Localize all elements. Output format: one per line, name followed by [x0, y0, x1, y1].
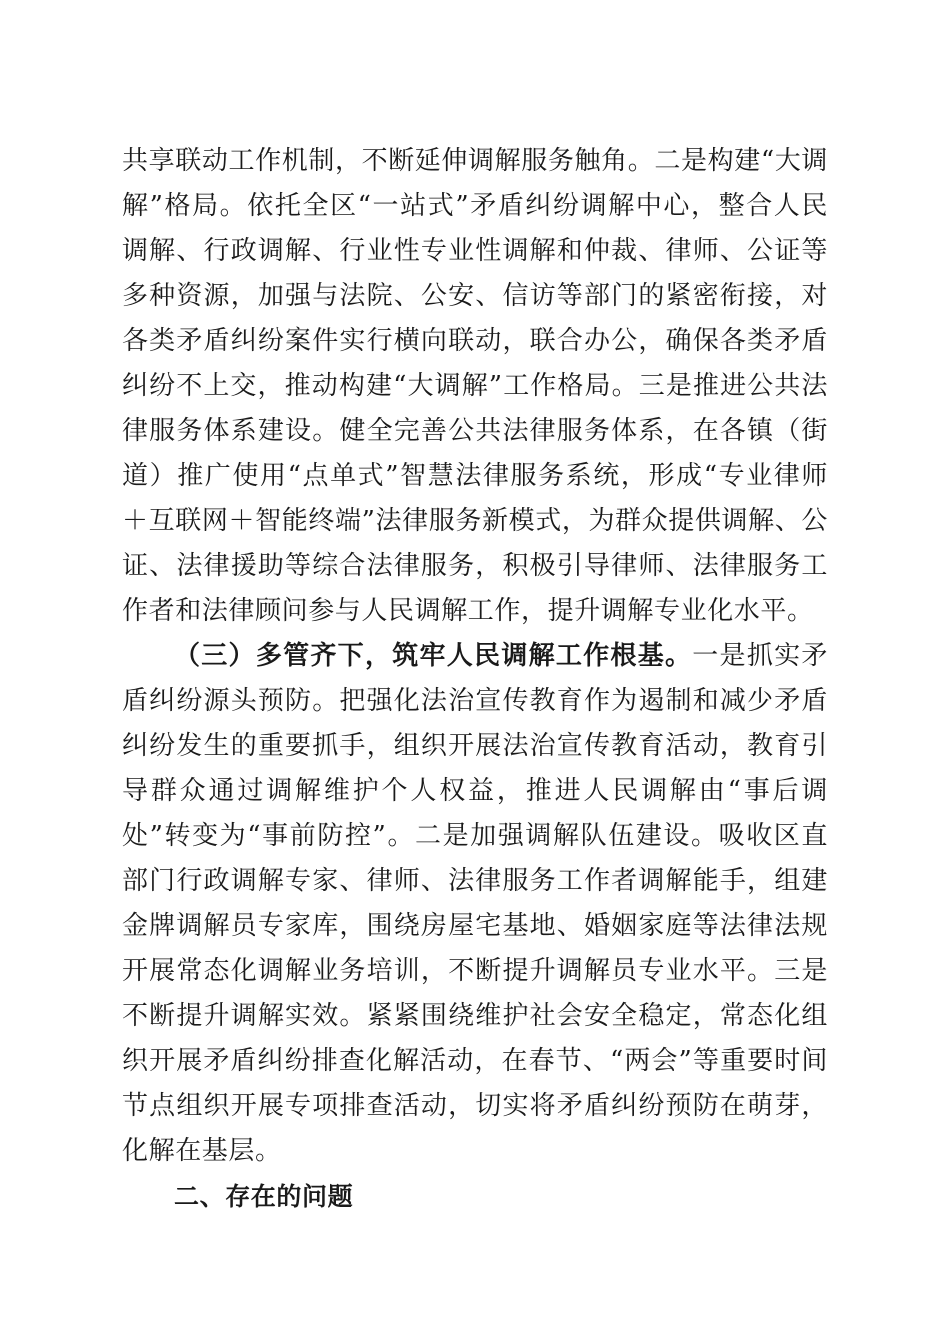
document-body: [122, 139, 828, 1219]
section-heading: 二、存在的问题: [174, 1182, 354, 1211]
paragraph-2-body: 一是抓实矛盾纠纷源头预防。把强化法治宣传教育作为遏制和减少矛盾纠纷发生的重要抓手，组织开展法治宣传教育活动，教育引导群众通过调解维护个人权益，推进人民调解由“事后调处”转变为“事前防控”。二是加强调解队伍建设。吸收区直部门行政调解专家、律师、法律服务工作者调解能手，组建金牌调解员专家库，围绕房屋宅基地、婚姻家庭等法律法规开展常态化调解业务培训，不断提升调解员专业水平。三是不断提升调解实效。紧紧围绕维护社会安全稳定，常态化组织开展矛盾纠纷排查化解活动，在春节、“两会”等重要时间节点组织开展专项排查活动，切实将矛盾纠纷预防在萌芽，化解在基层。: [122, 641, 828, 1166]
paragraph-1: 共享联动工作机制，不断延伸调解服务触角。二是构建“大调解”格局。依托全区“一站式”矛盾纠纷调解中心，整合人民调解、行政调解、行业性专业性调解和仲裁、律师、公证等多种资源，加强与法院、公安、信访等部门的紧密衔接，对各类矛盾纠纷案件实行横向联动，联合办公，确保各类矛盾纠纷不上交，推动构建“大调解”工作格局。三是推进公共法律服务体系建设。健全完善公共法律服务体系，在各镇（街道）推广使用“点单式”智慧法律服务系统，形成“专业律师＋互联网＋智能终端”法律服务新模式，为群众提供调解、公证、法律援助等综合法律服务，积极引导律师、法律服务工作者和法律顾问参与人民调解工作，提升调解专业化水平。: [122, 146, 828, 626]
subsection-heading: （三）多管齐下，筑牢人民调解工作根基。: [174, 641, 693, 671]
paragraph-2: [122, 634, 828, 1174]
